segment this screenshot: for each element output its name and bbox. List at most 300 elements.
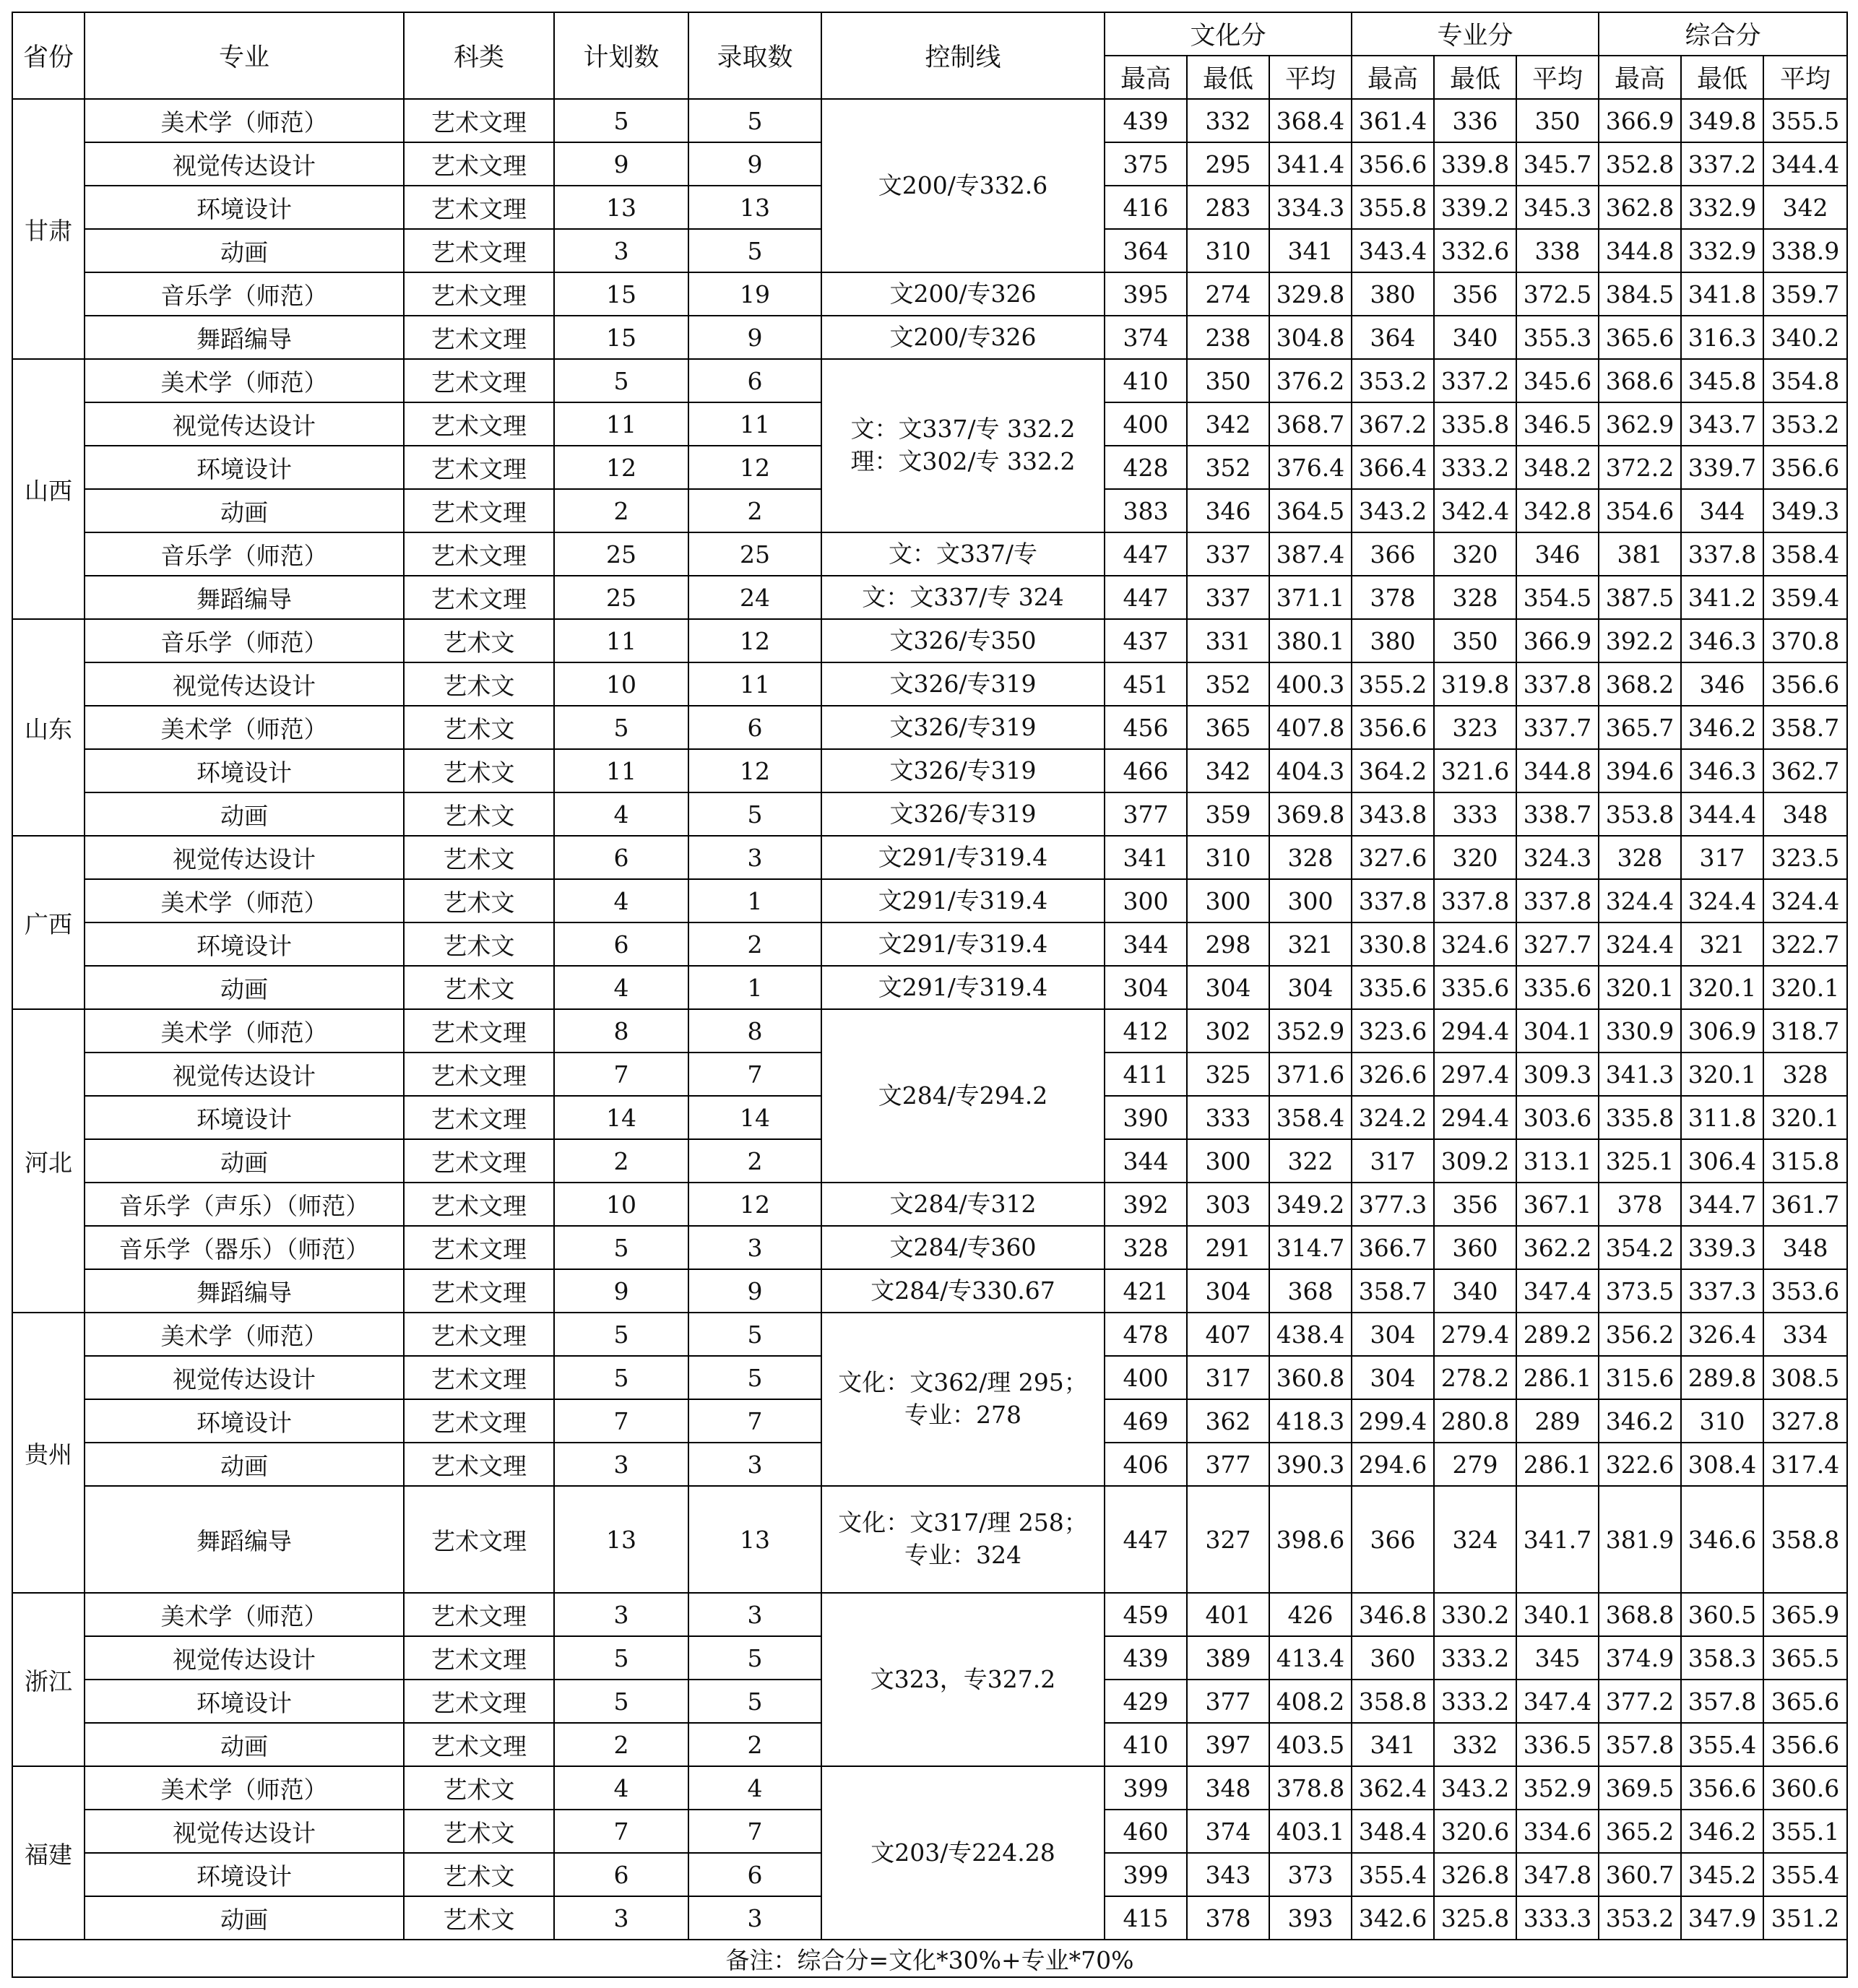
composite-min-cell: 339.7: [1681, 446, 1763, 489]
admitted-count-cell: 3: [688, 1593, 821, 1636]
culture-max-cell: 460: [1105, 1810, 1187, 1853]
composite-max-cell: 387.5: [1599, 576, 1681, 619]
specialty-avg-cell: 337.7: [1516, 706, 1599, 749]
specialty-avg-cell: 362.2: [1516, 1226, 1599, 1269]
culture-max-cell: 412: [1105, 1009, 1187, 1053]
major-cell: 舞蹈编导: [85, 1486, 404, 1593]
major-cell: 音乐学（师范）: [85, 532, 404, 576]
culture-max-cell: 344: [1105, 922, 1187, 966]
culture-min-cell: 352: [1187, 446, 1269, 489]
culture-max-cell: 411: [1105, 1053, 1187, 1096]
province-cell: 广西: [12, 836, 85, 1009]
table-row: [12, 1183, 1847, 1226]
culture-max-cell: 375: [1105, 142, 1187, 186]
specialty-min-cell: 356: [1434, 1183, 1516, 1226]
plan-count-cell: 2: [554, 1723, 688, 1766]
specialty-max-cell: 343.8: [1352, 792, 1434, 836]
admitted-count-cell: 2: [688, 1139, 821, 1183]
table-row: [12, 359, 1847, 402]
specialty-avg-cell: 367.1: [1516, 1183, 1599, 1226]
table-row: [12, 532, 1847, 576]
header-specialty-avg: 平均: [1516, 56, 1599, 99]
category-cell: 艺术文理: [404, 1053, 554, 1096]
specialty-max-cell: 323.6: [1352, 1009, 1434, 1053]
specialty-max-cell: 356.6: [1352, 706, 1434, 749]
admitted-count-cell: 9: [688, 142, 821, 186]
header-specialty-min: 最低: [1434, 56, 1516, 99]
culture-min-cell: 397: [1187, 1723, 1269, 1766]
header-composite-avg: 平均: [1763, 56, 1847, 99]
culture-avg-cell: 398.6: [1269, 1486, 1352, 1593]
composite-max-cell: 384.5: [1599, 272, 1681, 316]
plan-count-cell: 3: [554, 1896, 688, 1940]
culture-avg-cell: 328: [1269, 836, 1352, 879]
specialty-avg-cell: 366.9: [1516, 619, 1599, 662]
specialty-min-cell: 294.4: [1434, 1009, 1516, 1053]
composite-avg-cell: 365.6: [1763, 1680, 1847, 1723]
table-row: [12, 1009, 1847, 1053]
composite-max-cell: 353.8: [1599, 792, 1681, 836]
culture-min-cell: 283: [1187, 186, 1269, 229]
composite-max-cell: 362.8: [1599, 186, 1681, 229]
table-row: [12, 576, 1847, 619]
major-cell: 环境设计: [85, 186, 404, 229]
composite-max-cell: 381: [1599, 532, 1681, 576]
culture-max-cell: 415: [1105, 1896, 1187, 1940]
admitted-count-cell: 12: [688, 1183, 821, 1226]
province-cell: 贵州: [12, 1313, 85, 1593]
table-row: [12, 792, 1847, 836]
category-cell: 艺术文: [404, 966, 554, 1009]
culture-max-cell: 377: [1105, 792, 1187, 836]
specialty-min-cell: 320: [1434, 836, 1516, 879]
composite-avg-cell: 370.8: [1763, 619, 1847, 662]
composite-avg-cell: 323.5: [1763, 836, 1847, 879]
culture-avg-cell: 368: [1269, 1269, 1352, 1313]
category-cell: 艺术文理: [404, 1269, 554, 1313]
specialty-avg-cell: 313.1: [1516, 1139, 1599, 1183]
culture-avg-cell: 329.8: [1269, 272, 1352, 316]
header-composite-max: 最高: [1599, 56, 1681, 99]
category-cell: 艺术文理: [404, 1226, 554, 1269]
specialty-max-cell: 364.2: [1352, 749, 1434, 792]
composite-min-cell: 346.3: [1681, 619, 1763, 662]
culture-avg-cell: 400.3: [1269, 662, 1352, 706]
specialty-avg-cell: 345.7: [1516, 142, 1599, 186]
composite-max-cell: 330.9: [1599, 1009, 1681, 1053]
specialty-max-cell: 294.6: [1352, 1443, 1434, 1486]
composite-max-cell: 320.1: [1599, 966, 1681, 1009]
table-row: [12, 966, 1847, 1009]
culture-min-cell: 332: [1187, 99, 1269, 142]
composite-avg-cell: 308.5: [1763, 1356, 1847, 1399]
composite-max-cell: 372.2: [1599, 446, 1681, 489]
specialty-max-cell: 299.4: [1352, 1399, 1434, 1443]
table-row: [12, 99, 1847, 142]
province-cell: 山西: [12, 359, 85, 619]
header-specialty-max: 最高: [1352, 56, 1434, 99]
category-cell: 艺术文理: [404, 1443, 554, 1486]
composite-min-cell: 332.9: [1681, 186, 1763, 229]
culture-avg-cell: 349.2: [1269, 1183, 1352, 1226]
major-cell: 美术学（师范）: [85, 1313, 404, 1356]
composite-max-cell: 394.6: [1599, 749, 1681, 792]
control-line-cell: 文291/专319.4: [821, 966, 1105, 1009]
composite-max-cell: 365.6: [1599, 316, 1681, 359]
admitted-count-cell: 5: [688, 1680, 821, 1723]
plan-count-cell: 5: [554, 706, 688, 749]
culture-max-cell: 469: [1105, 1399, 1187, 1443]
admitted-count-cell: 5: [688, 99, 821, 142]
culture-max-cell: 456: [1105, 706, 1187, 749]
composite-min-cell: 343.7: [1681, 402, 1763, 446]
major-cell: 视觉传达设计: [85, 1356, 404, 1399]
composite-max-cell: 362.9: [1599, 402, 1681, 446]
specialty-avg-cell: 289: [1516, 1399, 1599, 1443]
plan-count-cell: 12: [554, 446, 688, 489]
plan-count-cell: 14: [554, 1096, 688, 1139]
major-cell: 动画: [85, 1139, 404, 1183]
specialty-avg-cell: 341.7: [1516, 1486, 1599, 1593]
culture-avg-cell: 387.4: [1269, 532, 1352, 576]
composite-avg-cell: 355.1: [1763, 1810, 1847, 1853]
culture-max-cell: 364: [1105, 229, 1187, 272]
composite-min-cell: 355.4: [1681, 1723, 1763, 1766]
table-row: [12, 706, 1847, 749]
major-cell: 视觉传达设计: [85, 142, 404, 186]
composite-avg-cell: 342: [1763, 186, 1847, 229]
plan-count-cell: 13: [554, 186, 688, 229]
culture-min-cell: 362: [1187, 1399, 1269, 1443]
culture-avg-cell: 376.4: [1269, 446, 1352, 489]
composite-avg-cell: 355.5: [1763, 99, 1847, 142]
category-cell: 艺术文理: [404, 272, 554, 316]
composite-min-cell: 349.8: [1681, 99, 1763, 142]
composite-max-cell: 325.1: [1599, 1139, 1681, 1183]
admitted-count-cell: 14: [688, 1096, 821, 1139]
culture-max-cell: 410: [1105, 359, 1187, 402]
specialty-min-cell: 320: [1434, 532, 1516, 576]
specialty-min-cell: 332.6: [1434, 229, 1516, 272]
control-line-cell: 文326/专350: [821, 619, 1105, 662]
category-cell: 艺术文: [404, 749, 554, 792]
category-cell: 艺术文理: [404, 99, 554, 142]
control-line-cell: 文291/专319.4: [821, 836, 1105, 879]
composite-max-cell: 322.6: [1599, 1443, 1681, 1486]
control-line-cell: 文284/专360: [821, 1226, 1105, 1269]
table-note: 备注：综合分=文化*30%+专业*70%: [12, 1940, 1847, 1977]
admitted-count-cell: 5: [688, 792, 821, 836]
province-cell: 浙江: [12, 1593, 85, 1766]
culture-max-cell: 374: [1105, 316, 1187, 359]
specialty-min-cell: 325.8: [1434, 1896, 1516, 1940]
culture-avg-cell: 360.8: [1269, 1356, 1352, 1399]
composite-max-cell: 365.7: [1599, 706, 1681, 749]
specialty-avg-cell: 352.9: [1516, 1766, 1599, 1810]
composite-avg-cell: 361.7: [1763, 1183, 1847, 1226]
specialty-max-cell: 348.4: [1352, 1810, 1434, 1853]
major-cell: 美术学（师范）: [85, 1009, 404, 1053]
composite-min-cell: 326.4: [1681, 1313, 1763, 1356]
control-line-cell: 文291/专319.4: [821, 879, 1105, 922]
header-composite-score: 综合分: [1599, 12, 1847, 56]
composite-avg-cell: 324.4: [1763, 879, 1847, 922]
composite-max-cell: 369.5: [1599, 1766, 1681, 1810]
admitted-count-cell: 19: [688, 272, 821, 316]
major-cell: 舞蹈编导: [85, 316, 404, 359]
specialty-avg-cell: 340.1: [1516, 1593, 1599, 1636]
specialty-max-cell: 355.8: [1352, 186, 1434, 229]
culture-max-cell: 416: [1105, 186, 1187, 229]
plan-count-cell: 6: [554, 836, 688, 879]
major-cell: 环境设计: [85, 749, 404, 792]
admitted-count-cell: 2: [688, 922, 821, 966]
province-cell: 山东: [12, 619, 85, 836]
category-cell: 艺术文: [404, 1853, 554, 1896]
category-cell: 艺术文理: [404, 402, 554, 446]
admitted-count-cell: 11: [688, 402, 821, 446]
culture-max-cell: 437: [1105, 619, 1187, 662]
major-cell: 环境设计: [85, 1399, 404, 1443]
specialty-min-cell: 333.2: [1434, 1680, 1516, 1723]
specialty-max-cell: 367.2: [1352, 402, 1434, 446]
culture-min-cell: 333: [1187, 1096, 1269, 1139]
composite-max-cell: 360.7: [1599, 1853, 1681, 1896]
specialty-avg-cell: 338: [1516, 229, 1599, 272]
culture-max-cell: 399: [1105, 1766, 1187, 1810]
culture-max-cell: 383: [1105, 489, 1187, 532]
culture-min-cell: 302: [1187, 1009, 1269, 1053]
culture-max-cell: 439: [1105, 99, 1187, 142]
plan-count-cell: 2: [554, 1139, 688, 1183]
table-header: [12, 12, 1847, 99]
major-cell: 动画: [85, 229, 404, 272]
culture-avg-cell: 352.9: [1269, 1009, 1352, 1053]
plan-count-cell: 3: [554, 229, 688, 272]
plan-count-cell: 25: [554, 576, 688, 619]
plan-count-cell: 7: [554, 1053, 688, 1096]
specialty-min-cell: 340: [1434, 316, 1516, 359]
composite-avg-cell: 318.7: [1763, 1009, 1847, 1053]
specialty-max-cell: 343.4: [1352, 229, 1434, 272]
composite-avg-cell: 344.4: [1763, 142, 1847, 186]
culture-avg-cell: 378.8: [1269, 1766, 1352, 1810]
specialty-max-cell: 360: [1352, 1636, 1434, 1680]
specialty-avg-cell: 345.3: [1516, 186, 1599, 229]
control-line-cell: 文200/专326: [821, 272, 1105, 316]
culture-min-cell: 310: [1187, 836, 1269, 879]
plan-count-cell: 13: [554, 1486, 688, 1593]
plan-count-cell: 11: [554, 749, 688, 792]
culture-avg-cell: 393: [1269, 1896, 1352, 1940]
header-plan: 计划数: [554, 12, 688, 99]
specialty-avg-cell: 372.5: [1516, 272, 1599, 316]
composite-avg-cell: 327.8: [1763, 1399, 1847, 1443]
culture-avg-cell: 403.5: [1269, 1723, 1352, 1766]
province-cell: 河北: [12, 1009, 85, 1313]
header-culture-score: 文化分: [1105, 12, 1352, 56]
composite-min-cell: 345.2: [1681, 1853, 1763, 1896]
culture-avg-cell: 376.2: [1269, 359, 1352, 402]
composite-max-cell: 374.9: [1599, 1636, 1681, 1680]
culture-avg-cell: 418.3: [1269, 1399, 1352, 1443]
culture-min-cell: 346: [1187, 489, 1269, 532]
culture-avg-cell: 408.2: [1269, 1680, 1352, 1723]
specialty-min-cell: 342.4: [1434, 489, 1516, 532]
composite-min-cell: 341.2: [1681, 576, 1763, 619]
plan-count-cell: 5: [554, 1356, 688, 1399]
composite-min-cell: 306.9: [1681, 1009, 1763, 1053]
culture-min-cell: 331: [1187, 619, 1269, 662]
specialty-avg-cell: 336.5: [1516, 1723, 1599, 1766]
culture-avg-cell: 371.6: [1269, 1053, 1352, 1096]
specialty-avg-cell: 350: [1516, 99, 1599, 142]
admitted-count-cell: 7: [688, 1399, 821, 1443]
plan-count-cell: 15: [554, 272, 688, 316]
composite-avg-cell: 359.4: [1763, 576, 1847, 619]
control-line-cell: 文：文337/专 332.2 理：文302/专 332.2: [821, 359, 1105, 532]
control-line-cell: 文284/专312: [821, 1183, 1105, 1226]
specialty-max-cell: 358.7: [1352, 1269, 1434, 1313]
category-cell: 艺术文: [404, 836, 554, 879]
composite-avg-cell: 354.8: [1763, 359, 1847, 402]
composite-max-cell: 381.9: [1599, 1486, 1681, 1593]
major-cell: 动画: [85, 792, 404, 836]
control-line-cell: 文203/专224.28: [821, 1766, 1105, 1940]
header-control-line: 控制线: [821, 12, 1105, 99]
major-cell: 动画: [85, 966, 404, 1009]
specialty-avg-cell: 355.3: [1516, 316, 1599, 359]
culture-max-cell: 410: [1105, 1723, 1187, 1766]
admitted-count-cell: 12: [688, 749, 821, 792]
category-cell: 艺术文: [404, 1810, 554, 1853]
admitted-count-cell: 6: [688, 359, 821, 402]
specialty-min-cell: 324: [1434, 1486, 1516, 1593]
specialty-max-cell: 335.6: [1352, 966, 1434, 1009]
admitted-count-cell: 2: [688, 489, 821, 532]
table-row: [12, 922, 1847, 966]
specialty-avg-cell: 333.3: [1516, 1896, 1599, 1940]
composite-max-cell: 352.8: [1599, 142, 1681, 186]
culture-min-cell: 378: [1187, 1896, 1269, 1940]
culture-max-cell: 459: [1105, 1593, 1187, 1636]
province-cell: 甘肃: [12, 99, 85, 359]
major-cell: 视觉传达设计: [85, 836, 404, 879]
specialty-min-cell: 323: [1434, 706, 1516, 749]
major-cell: 美术学（师范）: [85, 1593, 404, 1636]
specialty-max-cell: 355.4: [1352, 1853, 1434, 1896]
table-row: [12, 879, 1847, 922]
specialty-avg-cell: 324.3: [1516, 836, 1599, 879]
culture-max-cell: 328: [1105, 1226, 1187, 1269]
admitted-count-cell: 7: [688, 1053, 821, 1096]
specialty-max-cell: 355.2: [1352, 662, 1434, 706]
culture-max-cell: 341: [1105, 836, 1187, 879]
composite-avg-cell: 317.4: [1763, 1443, 1847, 1486]
specialty-max-cell: 378: [1352, 576, 1434, 619]
composite-avg-cell: 320.1: [1763, 1096, 1847, 1139]
culture-max-cell: 390: [1105, 1096, 1187, 1139]
specialty-max-cell: 343.2: [1352, 489, 1434, 532]
culture-avg-cell: 341.4: [1269, 142, 1352, 186]
composite-max-cell: 324.4: [1599, 922, 1681, 966]
culture-max-cell: 447: [1105, 1486, 1187, 1593]
category-cell: 艺术文: [404, 922, 554, 966]
composite-avg-cell: 334: [1763, 1313, 1847, 1356]
specialty-avg-cell: 304.1: [1516, 1009, 1599, 1053]
culture-min-cell: 352: [1187, 662, 1269, 706]
culture-avg-cell: 371.1: [1269, 576, 1352, 619]
major-cell: 音乐学（声乐）（师范）: [85, 1183, 404, 1226]
category-cell: 艺术文理: [404, 1009, 554, 1053]
control-line-cell: 文：文337/专 324: [821, 576, 1105, 619]
control-line-cell: 文：文337/专: [821, 532, 1105, 576]
composite-max-cell: 324.4: [1599, 879, 1681, 922]
major-cell: 音乐学（器乐）（师范）: [85, 1226, 404, 1269]
plan-count-cell: 5: [554, 1313, 688, 1356]
plan-count-cell: 5: [554, 1636, 688, 1680]
culture-max-cell: 439: [1105, 1636, 1187, 1680]
culture-avg-cell: 358.4: [1269, 1096, 1352, 1139]
composite-min-cell: 316.3: [1681, 316, 1763, 359]
culture-avg-cell: 341: [1269, 229, 1352, 272]
table-row: [12, 1593, 1847, 1636]
specialty-min-cell: 297.4: [1434, 1053, 1516, 1096]
major-cell: 美术学（师范）: [85, 1766, 404, 1810]
culture-avg-cell: 304: [1269, 966, 1352, 1009]
culture-min-cell: 377: [1187, 1680, 1269, 1723]
admitted-count-cell: 25: [688, 532, 821, 576]
admitted-count-cell: 3: [688, 1226, 821, 1269]
category-cell: 艺术文理: [404, 359, 554, 402]
header-admitted: 录取数: [688, 12, 821, 99]
header-province: 省份: [12, 12, 85, 99]
province-cell: 福建: [12, 1766, 85, 1940]
culture-max-cell: 400: [1105, 402, 1187, 446]
culture-avg-cell: 300: [1269, 879, 1352, 922]
composite-max-cell: 354.2: [1599, 1226, 1681, 1269]
culture-min-cell: 407: [1187, 1313, 1269, 1356]
culture-avg-cell: 390.3: [1269, 1443, 1352, 1486]
control-line-cell: 文284/专330.67: [821, 1269, 1105, 1313]
header-major: 专业: [85, 12, 404, 99]
plan-count-cell: 25: [554, 532, 688, 576]
composite-max-cell: 335.8: [1599, 1096, 1681, 1139]
major-cell: 美术学（师范）: [85, 99, 404, 142]
culture-min-cell: 327: [1187, 1486, 1269, 1593]
culture-min-cell: 300: [1187, 879, 1269, 922]
admitted-count-cell: 2: [688, 1723, 821, 1766]
major-cell: 视觉传达设计: [85, 1053, 404, 1096]
major-cell: 环境设计: [85, 1680, 404, 1723]
admitted-count-cell: 5: [688, 1356, 821, 1399]
table-row: [12, 272, 1847, 316]
culture-min-cell: 291: [1187, 1226, 1269, 1269]
specialty-avg-cell: 347.4: [1516, 1680, 1599, 1723]
composite-avg-cell: 349.3: [1763, 489, 1847, 532]
composite-avg-cell: 358.7: [1763, 706, 1847, 749]
composite-max-cell: 368.2: [1599, 662, 1681, 706]
specialty-max-cell: 380: [1352, 619, 1434, 662]
admitted-count-cell: 13: [688, 1486, 821, 1593]
culture-max-cell: 466: [1105, 749, 1187, 792]
specialty-max-cell: 327.6: [1352, 836, 1434, 879]
composite-min-cell: 337.3: [1681, 1269, 1763, 1313]
specialty-min-cell: 335.8: [1434, 402, 1516, 446]
culture-max-cell: 399: [1105, 1853, 1187, 1896]
category-cell: 艺术文理: [404, 1096, 554, 1139]
culture-min-cell: 295: [1187, 142, 1269, 186]
